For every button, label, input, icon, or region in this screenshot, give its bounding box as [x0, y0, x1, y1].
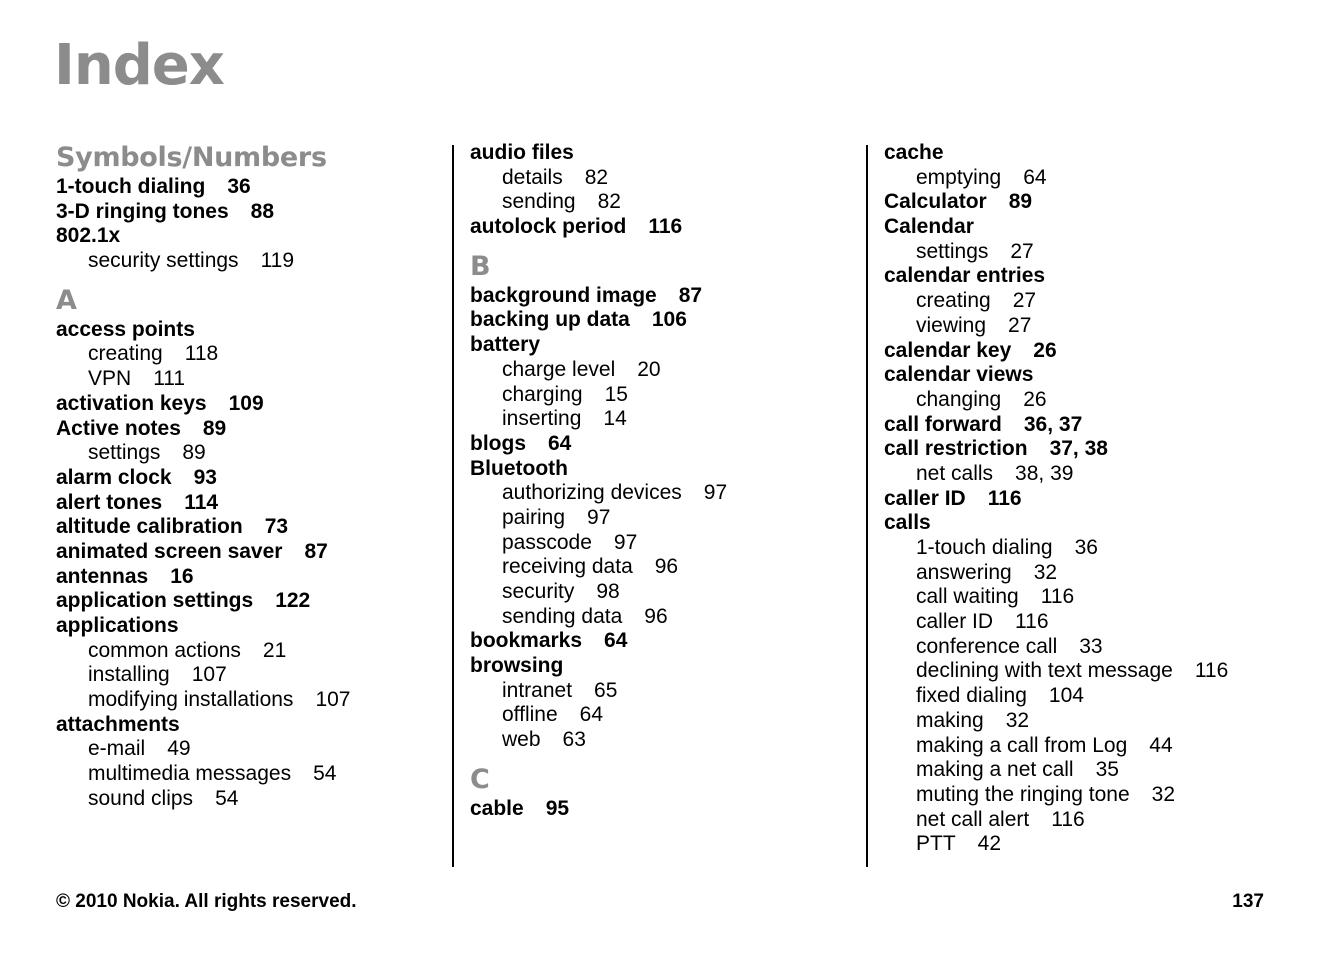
index-page-ref: 95 [545, 796, 570, 820]
index-term: backing up data [470, 308, 630, 332]
index-page-ref: 87 [304, 539, 328, 563]
index-subterm: settings [88, 441, 161, 465]
index-subentry [470, 728, 855, 753]
index-page-ref: 37, 38 [1049, 437, 1108, 461]
index-term: 1-touch dialing [56, 175, 206, 198]
index-subterm: security [502, 580, 575, 603]
index-entry [884, 413, 1309, 438]
index-entry [884, 215, 1309, 240]
index-entry [884, 339, 1309, 364]
index-page-ref: 96 [654, 555, 679, 579]
index-column-1 [56, 141, 441, 822]
index-term: Calendar [884, 215, 974, 239]
index-subterm: installing [88, 663, 170, 687]
index-term: altitude calibration [56, 515, 243, 539]
index-subterm: passcode [502, 530, 592, 554]
index-subentry [470, 358, 855, 383]
index-subterm: inserting [502, 407, 582, 431]
index-entry [56, 614, 441, 639]
index-page-ref: 64 [548, 431, 572, 455]
index-term: access points [56, 317, 195, 341]
index-page-ref: 82 [584, 165, 609, 189]
section-heading: C [470, 763, 490, 795]
index-subentry [470, 580, 855, 605]
index-page-ref: 114 [184, 490, 219, 514]
index-entry [884, 141, 1309, 166]
index-column-3 [884, 141, 1309, 867]
index-subterm: creating [88, 342, 163, 366]
index-page-ref: 96 [644, 604, 668, 628]
index-subentry [884, 635, 1309, 660]
index-subentry [884, 808, 1309, 833]
index-page-ref: 32 [1033, 560, 1058, 584]
index-subterm: making a call from Log [916, 733, 1128, 757]
index-subterm: authorizing devices [502, 481, 682, 505]
index-subterm: call waiting [916, 585, 1019, 609]
index-term: 802.1x [56, 224, 121, 248]
index-subterm: multimedia messages [88, 762, 292, 786]
index-subterm: net call alert [916, 807, 1030, 831]
index-subterm: making a net call [916, 758, 1074, 782]
column-divider [866, 145, 868, 867]
index-term: calendar views [884, 363, 1034, 387]
index-subentry [884, 610, 1309, 635]
index-entry [56, 589, 441, 614]
index-subterm: creating [916, 289, 991, 313]
index-term: blogs [470, 431, 526, 455]
index-page-ref: 26 [1023, 387, 1047, 411]
index-subterm: fixed dialing [916, 684, 1027, 708]
index-subentry [884, 462, 1309, 487]
index-subentry [56, 342, 441, 367]
index-page-ref: 65 [594, 678, 618, 702]
index-page-ref: 27 [1010, 239, 1034, 263]
column-divider [452, 145, 454, 867]
index-page-ref: 116 [987, 486, 1022, 510]
index-subterm: muting the ringing tone [916, 782, 1130, 806]
index-term: cable [470, 796, 524, 820]
index-term: caller ID [884, 486, 966, 510]
index-page-ref: 93 [193, 465, 217, 489]
index-page-ref: 97 [613, 530, 638, 554]
index-subterm: net calls [916, 461, 994, 485]
index-subterm: e-mail [88, 737, 146, 761]
copyright-notice: © 2010 Nokia. All rights reserved. [56, 891, 357, 912]
index-subterm: common actions [88, 638, 241, 662]
index-subterm: conference call [916, 634, 1058, 658]
index-entry [56, 713, 441, 738]
index-subterm: security settings [88, 249, 239, 273]
index-page-ref: 87 [678, 283, 703, 307]
index-entry [884, 363, 1309, 388]
index-page-ref: 119 [260, 249, 295, 273]
index-page-ref: 89 [1008, 190, 1033, 214]
index-section [56, 284, 441, 812]
index-subentry [56, 441, 441, 466]
index-subterm: viewing [916, 313, 987, 337]
index-subterm: 1-touch dialing [916, 536, 1053, 559]
index-subterm: web [502, 728, 541, 752]
index-subterm: PTT [916, 832, 956, 856]
index-subterm: making [916, 708, 984, 732]
index-subterm: VPN [88, 367, 132, 391]
index-term: calls [884, 511, 931, 535]
index-page-ref: 64 [604, 629, 628, 653]
index-subterm: sending [502, 190, 576, 214]
index-page-ref: 20 [637, 357, 661, 381]
index-subentry [470, 555, 855, 580]
index-page-ref: 116 [1040, 585, 1075, 609]
index-subterm: charge level [502, 357, 616, 381]
index-entry [470, 797, 855, 822]
index-page-ref: 89 [202, 416, 227, 440]
index-subentry [470, 383, 855, 408]
index-subentry [884, 561, 1309, 586]
index-subentry [470, 506, 855, 531]
index-term: audio files [470, 141, 574, 164]
index-subterm: declining with text message [916, 659, 1173, 683]
index-subentry [884, 388, 1309, 413]
index-page-ref: 107 [191, 663, 227, 687]
index-subentry [884, 709, 1309, 734]
index-term: browsing [470, 654, 564, 678]
index-entry [56, 540, 441, 565]
index-page-ref: 111 [153, 367, 186, 391]
index-term: activation keys [56, 391, 207, 415]
index-entry [470, 654, 855, 679]
index-entry [470, 215, 855, 240]
index-page-ref: 89 [182, 441, 206, 465]
index-entry [470, 308, 855, 333]
index-subentry [56, 367, 441, 392]
index-page-ref: 54 [215, 786, 239, 810]
index-entry [56, 392, 441, 417]
index-page-ref: 63 [562, 728, 586, 752]
index-term: 3-D ringing tones [56, 199, 229, 223]
index-page-ref: 88 [250, 199, 275, 223]
index-entry [470, 284, 855, 309]
index-page-ref: 36 [1074, 536, 1098, 559]
index-subterm: caller ID [916, 610, 994, 634]
index-section [56, 141, 441, 274]
index-subterm: settings [916, 239, 989, 263]
index-page-ref: 38, 39 [1015, 461, 1074, 485]
index-subentry [884, 783, 1309, 808]
index-entry [884, 437, 1309, 462]
index-subterm: sound clips [88, 786, 194, 810]
index-entry [56, 318, 441, 343]
index-entry [56, 466, 441, 491]
index-subentry [56, 249, 441, 274]
index-entry [884, 190, 1309, 215]
index-term: background image [470, 283, 657, 307]
index-page-ref: 54 [313, 762, 337, 786]
index-subentry [470, 190, 855, 215]
index-term: antennas [56, 564, 149, 588]
index-subentry [884, 289, 1309, 314]
index-page-ref: 14 [603, 407, 627, 431]
index-subentry [56, 688, 441, 713]
index-entry [470, 432, 855, 457]
index-section [470, 141, 855, 240]
index-subterm: details [502, 165, 563, 189]
index-page-ref: 97 [703, 481, 728, 505]
index-section [884, 141, 1309, 857]
index-subentry [884, 832, 1309, 857]
index-term: alert tones [56, 490, 163, 514]
index-subentry [470, 605, 855, 630]
index-term: cache [884, 141, 944, 164]
page-title: Index [54, 33, 224, 98]
index-subentry [884, 536, 1309, 561]
index-subentry [470, 679, 855, 704]
index-section [470, 250, 855, 753]
index-page-ref: 109 [228, 391, 264, 415]
index-term: call forward [884, 412, 1002, 436]
index-page-ref: 36, 37 [1023, 412, 1083, 436]
index-page-ref: 64 [579, 703, 604, 727]
index-page-ref: 116 [1051, 807, 1085, 831]
index-entry [884, 264, 1309, 289]
index-page-ref: 32 [1005, 708, 1030, 732]
index-page-ref: 44 [1149, 733, 1173, 757]
index-subentry [470, 703, 855, 728]
index-subentry [884, 166, 1309, 191]
page-number: 137 [1232, 891, 1264, 912]
index-entry [470, 457, 855, 482]
index-page-ref: 118 [184, 342, 219, 366]
index-subterm: charging [502, 382, 583, 406]
index-subentry [470, 531, 855, 556]
index-page-ref: 64 [1023, 165, 1047, 189]
index-entry [56, 175, 441, 200]
index-subterm: offline [502, 703, 558, 727]
index-subentry [56, 737, 441, 762]
index-page-ref: 104 [1048, 684, 1084, 708]
index-page-ref: 97 [587, 505, 611, 529]
index-subentry [884, 659, 1309, 684]
index-page-ref: 26 [1033, 338, 1057, 362]
index-subentry [884, 240, 1309, 265]
index-subentry [884, 734, 1309, 759]
index-page-ref: 16 [170, 564, 194, 588]
index-subentry [56, 762, 441, 787]
index-subentry [884, 758, 1309, 783]
index-term: animated screen saver [56, 539, 283, 563]
index-entry [470, 141, 855, 166]
index-page-ref: 33 [1079, 634, 1103, 658]
index-page-ref: 15 [604, 382, 628, 406]
index-subentry [884, 684, 1309, 709]
index-page-ref: 32 [1151, 782, 1175, 806]
index-entry [56, 224, 441, 249]
index-term: calendar key [884, 338, 1012, 362]
index-entry [470, 629, 855, 654]
index-page-ref: 82 [597, 190, 621, 214]
index-page-ref: 21 [262, 638, 287, 662]
index-page-ref: 116 [648, 215, 683, 239]
index-page-ref: 122 [275, 589, 311, 613]
section-heading: Symbols/Numbers [56, 142, 327, 173]
index-section [470, 763, 855, 822]
index-entry [470, 333, 855, 358]
index-term: alarm clock [56, 465, 172, 489]
index-subterm: changing [916, 387, 1002, 411]
index-page-ref: 42 [977, 832, 1002, 856]
index-subentry [56, 787, 441, 812]
index-page-ref: 27 [1012, 289, 1037, 313]
index-subentry [884, 585, 1309, 610]
index-column-2 [470, 141, 855, 832]
index-term: attachments [56, 712, 180, 736]
index-subterm: emptying [916, 165, 1002, 189]
index-term: application settings [56, 589, 254, 613]
index-subterm: answering [916, 560, 1012, 584]
index-subterm: pairing [502, 505, 566, 529]
index-page-ref: 106 [651, 308, 687, 332]
index-entry [56, 515, 441, 540]
index-term: bookmarks [470, 629, 583, 653]
index-term: Active notes [56, 416, 181, 440]
index-subentry [470, 407, 855, 432]
index-term: battery [470, 333, 541, 357]
index-page-ref: 73 [264, 515, 289, 539]
index-subentry [470, 166, 855, 191]
index-subterm: modifying installations [88, 688, 294, 712]
index-page-ref: 116 [1015, 610, 1049, 634]
index-term: Bluetooth [470, 456, 568, 480]
index-page-ref: 35 [1095, 758, 1119, 782]
index-subentry [56, 639, 441, 664]
index-page-ref: 49 [167, 737, 191, 761]
index-subterm: receiving data [502, 555, 633, 579]
section-heading: A [56, 284, 77, 316]
index-entry [56, 417, 441, 442]
index-subterm: sending data [502, 604, 623, 628]
index-entry [56, 491, 441, 516]
index-entry [884, 487, 1309, 512]
index-subterm: intranet [502, 678, 573, 702]
index-term: autolock period [470, 215, 627, 239]
index-page-ref: 27 [1008, 313, 1032, 337]
index-page-ref: 107 [315, 688, 351, 712]
index-subentry [470, 481, 855, 506]
section-heading: B [470, 250, 491, 282]
index-term: calendar entries [884, 264, 1046, 288]
index-entry [884, 511, 1309, 536]
index-entry [56, 200, 441, 225]
index-subentry [884, 314, 1309, 339]
index-page-ref: 36 [227, 175, 251, 198]
index-page-ref: 98 [596, 580, 620, 603]
index-term: applications [56, 614, 179, 637]
index-subentry [56, 663, 441, 688]
index-term: Calculator [884, 190, 987, 214]
index-term: call restriction [884, 437, 1028, 461]
index-page-ref: 116 [1194, 659, 1229, 683]
index-entry [56, 565, 441, 590]
